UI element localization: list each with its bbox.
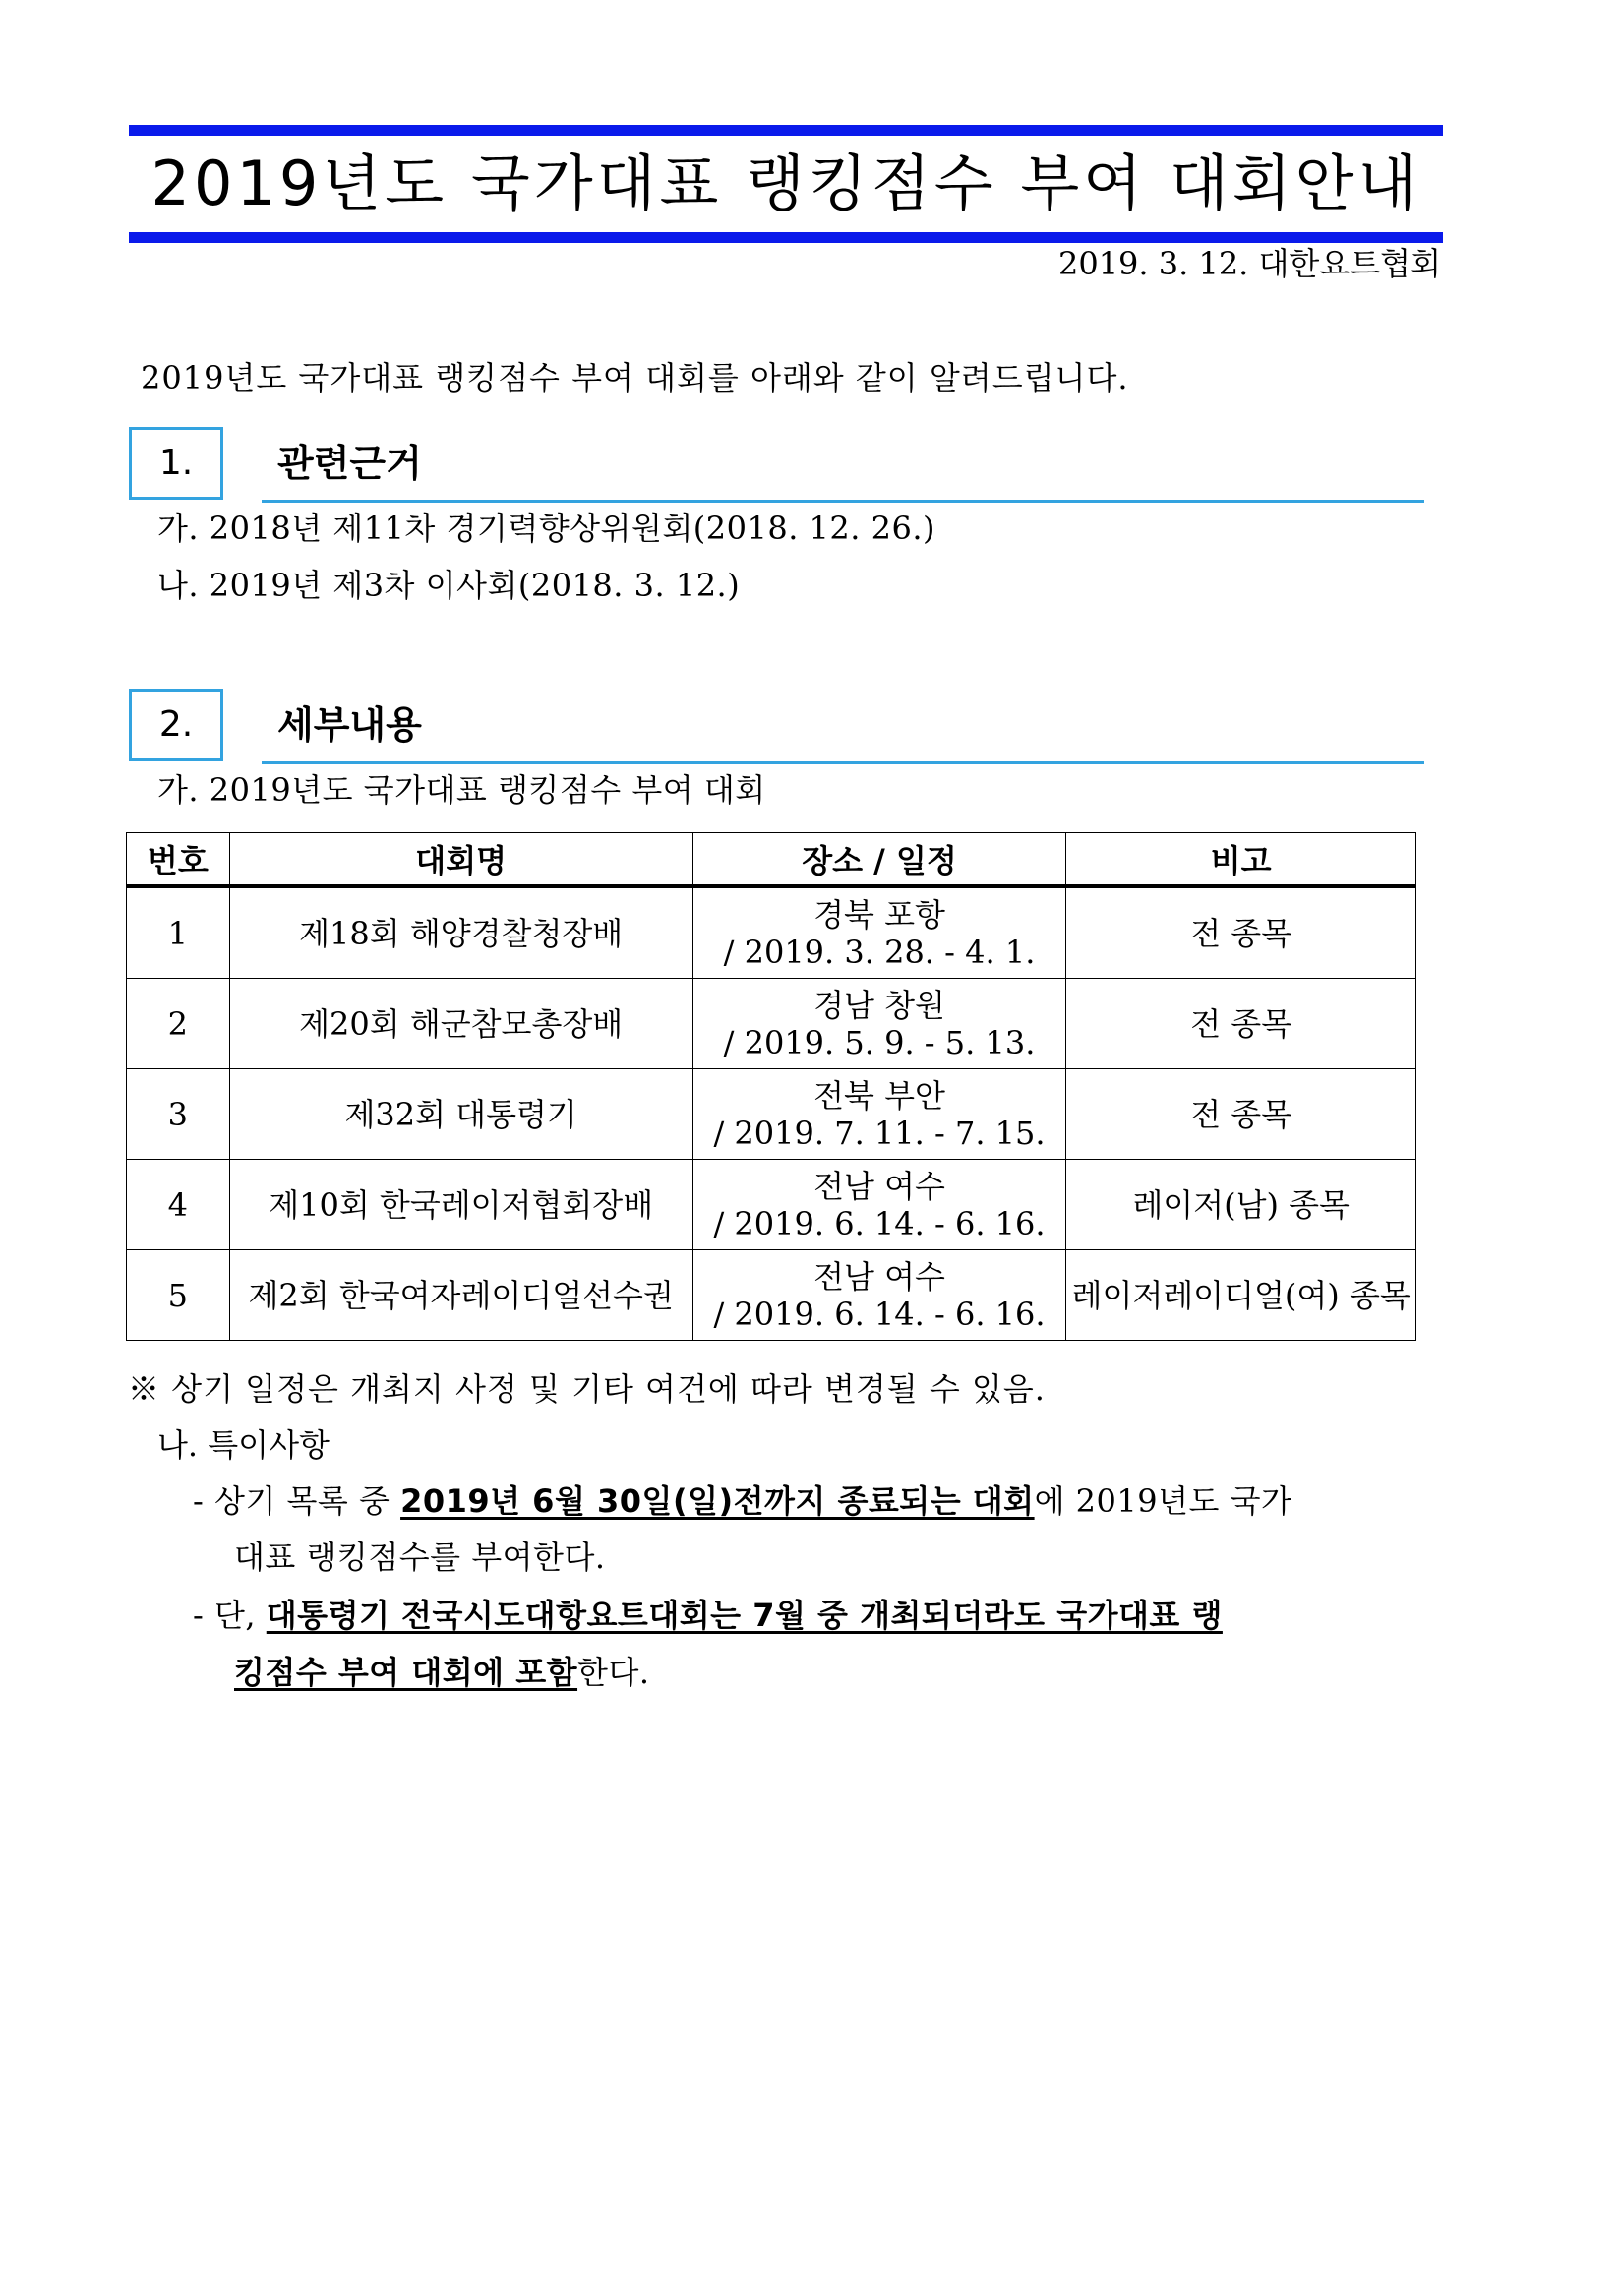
section-1-item-b: 나. 2019년 제3차 이사회(2018. 3. 12.)	[157, 567, 741, 604]
table-header-row	[127, 833, 1416, 887]
cell-schedule: / 2019. 6. 14. - 6. 16.	[713, 1204, 1046, 1242]
table-row	[127, 1250, 1416, 1341]
section-2-item-b: 나. 특이사항	[157, 1426, 330, 1464]
cell-competition-name: 제18회 해양경찰청장배	[229, 886, 692, 979]
bullet-2-prefix: - 단,	[193, 1597, 267, 1634]
cell-place: 경남 창원	[813, 986, 945, 1024]
bullet-1-suffix: 에 2019년도 국가	[1034, 1482, 1292, 1520]
cell-remarks: 전 종목	[1066, 979, 1416, 1069]
cell-competition-name: 제32회 대통령기	[229, 1069, 692, 1160]
cell-place-schedule	[692, 979, 1066, 1069]
header-competition-name: 대회명	[229, 833, 692, 887]
bullet-1-prefix: - 상기 목록 중	[193, 1482, 401, 1520]
page-title: 2019년도 국가대표 랭킹점수 부여 대회안내	[150, 148, 1421, 219]
intro-text: 2019년도 국가대표 랭킹점수 부여 대회를 아래와 같이 알려드립니다.	[141, 359, 1129, 396]
cell-place-schedule	[692, 1069, 1066, 1160]
cell-place: 경북 포항	[813, 895, 945, 934]
bullet-2-emphasis-1: 대통령기 전국시도대항요트대회는 7월 중 개최되더라도 국가대표 랭	[266, 1597, 1223, 1634]
cell-number: 3	[127, 1069, 230, 1160]
section-2-underline	[262, 761, 1424, 764]
cell-remarks: 전 종목	[1066, 1069, 1416, 1160]
cell-remarks: 레이저레이디얼(여) 종목	[1066, 1250, 1416, 1341]
competition-table	[126, 832, 1416, 1341]
cell-place-schedule	[692, 886, 1066, 979]
header-number: 번호	[127, 833, 230, 887]
header-remarks: 비고	[1066, 833, 1416, 887]
section-2-item-a: 가. 2019년도 국가대표 랭킹점수 부여 대회	[157, 771, 766, 809]
cell-competition-name: 제20회 해군참모총장배	[229, 979, 692, 1069]
cell-competition-name: 제2회 한국여자레이디얼선수권	[229, 1250, 692, 1341]
cell-place-schedule	[692, 1160, 1066, 1250]
cell-remarks: 레이저(남) 종목	[1066, 1160, 1416, 1250]
cell-number: 1	[127, 886, 230, 979]
table-row	[127, 1069, 1416, 1160]
table-row	[127, 979, 1416, 1069]
bullet-2-suffix: 한다.	[577, 1654, 650, 1691]
cell-competition-name: 제10회 한국레이저협회장배	[229, 1160, 692, 1250]
cell-place: 전남 여수	[813, 1257, 945, 1296]
table-row	[127, 1160, 1416, 1250]
cell-number: 5	[127, 1250, 230, 1341]
title-top-rule	[129, 125, 1443, 136]
header-place-schedule: 장소 / 일정	[692, 833, 1066, 887]
bullet-2-line-1	[193, 1594, 1223, 1637]
section-1-number-box: 1.	[129, 427, 223, 500]
schedule-change-note: ※ 상기 일정은 개최지 사정 및 기타 여건에 따라 변경될 수 있음.	[128, 1370, 1046, 1408]
cell-number: 2	[127, 979, 230, 1069]
date-and-organization: 2019. 3. 12. 대한요트협회	[1057, 245, 1441, 282]
cell-remarks: 전 종목	[1066, 886, 1416, 979]
section-2-number-box: 2.	[129, 689, 223, 761]
cell-schedule: / 2019. 5. 9. - 5. 13.	[723, 1023, 1036, 1061]
bullet-2-emphasis-2: 킹점수 부여 대회에 포함	[234, 1654, 578, 1691]
cell-place-schedule	[692, 1250, 1066, 1341]
bullet-2-line-2	[234, 1651, 650, 1694]
section-1-title: 관련근거	[277, 442, 422, 485]
cell-schedule: / 2019. 3. 28. - 4. 1.	[723, 933, 1036, 971]
cell-schedule: / 2019. 7. 11. - 7. 15.	[713, 1114, 1046, 1152]
cell-place: 전남 여수	[813, 1167, 945, 1205]
bullet-1-line-2: 대표 랭킹점수를 부여한다.	[234, 1539, 606, 1576]
section-1-item-a: 가. 2018년 제11차 경기력향상위원회(2018. 12. 26.)	[157, 510, 935, 547]
bullet-1-line-1	[193, 1480, 1291, 1523]
section-1-underline	[262, 500, 1424, 503]
cell-place: 전북 부안	[813, 1076, 945, 1115]
section-2-title: 세부내용	[277, 703, 422, 747]
bullet-1-emphasis: 2019년 6월 30일(일)전까지 종료되는 대회	[400, 1482, 1035, 1520]
cell-number: 4	[127, 1160, 230, 1250]
cell-schedule: / 2019. 6. 14. - 6. 16.	[713, 1295, 1046, 1333]
table-row	[127, 886, 1416, 979]
